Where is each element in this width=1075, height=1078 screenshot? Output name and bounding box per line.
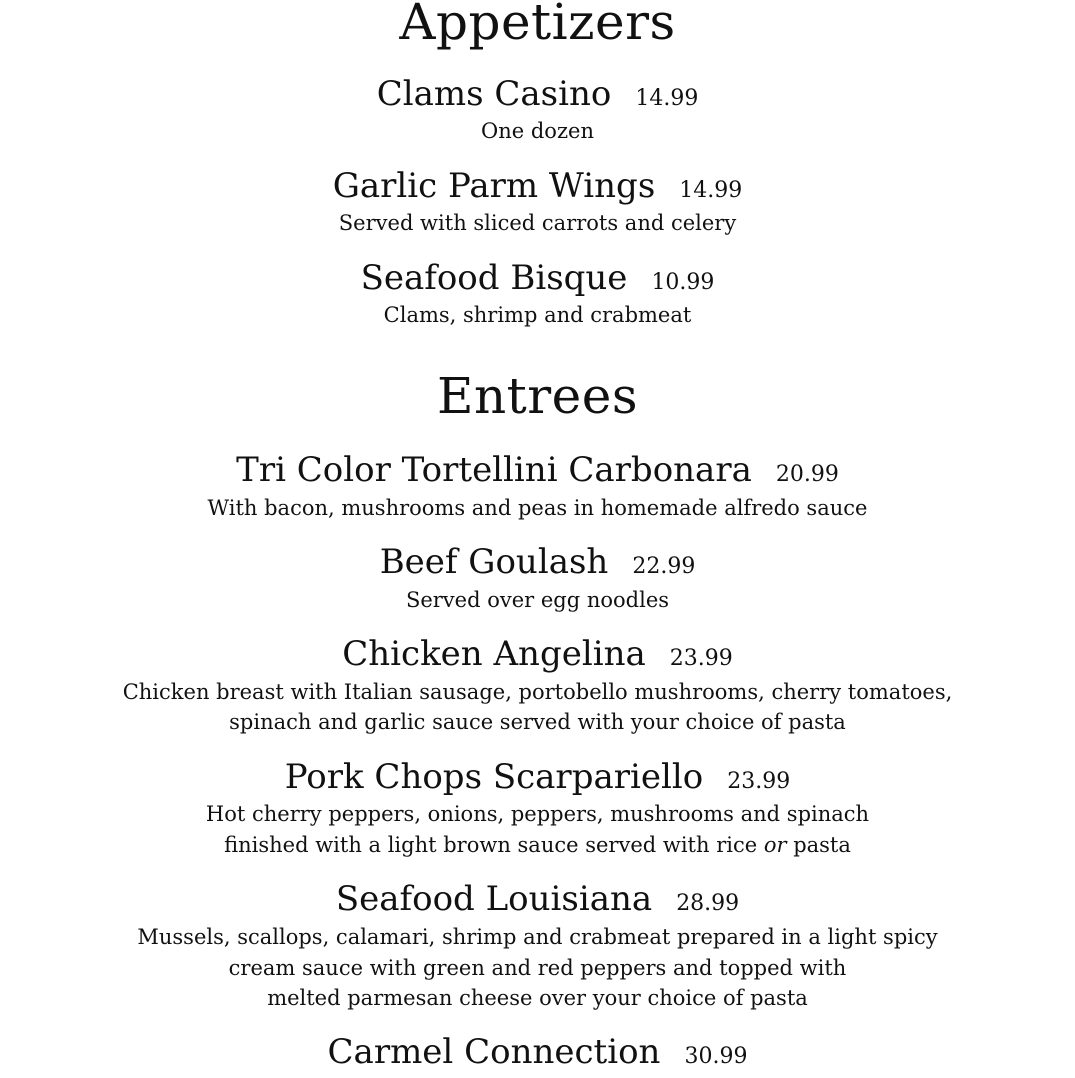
- menu-item-carmel-connection: [0, 1032, 1075, 1078]
- item-name: Carmel Connection: [327, 1032, 661, 1072]
- item-description: spinach and garlic sauce served with your choice of pasta: [229, 710, 846, 734]
- menu-item-clams-casino: [0, 74, 1075, 120]
- item-description: Chicken breast with Italian sausage, portobello mushrooms, cherry tomatoes,: [122, 680, 953, 704]
- item-price: 20.99: [775, 462, 839, 487]
- item-description: melted parmesan cheese over your choice of pasta: [267, 986, 808, 1010]
- item-description: Served over egg noodles: [405, 588, 670, 612]
- menu-item-beef-goulash: [0, 542, 1075, 588]
- entrees-heading: Entrees: [436, 367, 639, 425]
- item-description: cream sauce with green and red peppers and topped with: [228, 956, 847, 980]
- item-price: 30.99: [684, 1044, 748, 1069]
- item-name: Tri Color Tortellini Carbonara: [236, 450, 752, 490]
- menu-item-seafood-bisque: [0, 258, 1075, 304]
- menu-item-chicken-angelina: [0, 634, 1075, 680]
- item-price: 23.99: [727, 769, 791, 794]
- item-description: One dozen: [481, 119, 594, 143]
- item-price: 22.99: [632, 554, 696, 579]
- item-description-part: finished with a light brown sauce served with rice: [224, 833, 764, 857]
- item-description: Mussels, scallops, calamari, shrimp and crabmeat prepared in a light spicy: [137, 925, 938, 949]
- item-description: Clams, shrimp and crabmeat: [383, 303, 692, 327]
- item-description-emphasis: or: [763, 833, 787, 857]
- item-description: Hot cherry peppers, onions, peppers, mushrooms and spinach: [205, 802, 870, 826]
- appetizers-heading: Appetizers: [399, 0, 676, 51]
- item-name: Beef Goulash: [379, 542, 609, 582]
- item-price: 14.99: [635, 86, 699, 111]
- item-description: [0, 830, 1075, 860]
- item-name: Chicken Angelina: [342, 634, 646, 674]
- menu-item-pork-chops-scarpariello: [0, 757, 1075, 803]
- item-price: 14.99: [679, 178, 743, 203]
- item-description-part: pasta: [786, 833, 851, 857]
- menu-item-seafood-louisiana: [0, 879, 1075, 925]
- item-price: 10.99: [651, 270, 715, 295]
- item-name: Seafood Bisque: [360, 258, 628, 298]
- item-name: Garlic Parm Wings: [332, 166, 656, 206]
- item-name: Clams Casino: [376, 74, 612, 114]
- item-description: Served with sliced carrots and celery: [338, 211, 737, 235]
- item-name: Seafood Louisiana: [335, 879, 653, 919]
- menu-item-tortellini-carbonara: [0, 450, 1075, 496]
- item-name: Pork Chops Scarpariello: [284, 757, 704, 797]
- item-description: With bacon, mushrooms and peas in homemade alfredo sauce: [207, 496, 868, 520]
- menu-item-garlic-parm-wings: [0, 166, 1075, 212]
- item-price: 23.99: [669, 646, 733, 671]
- item-price: 28.99: [676, 891, 740, 916]
